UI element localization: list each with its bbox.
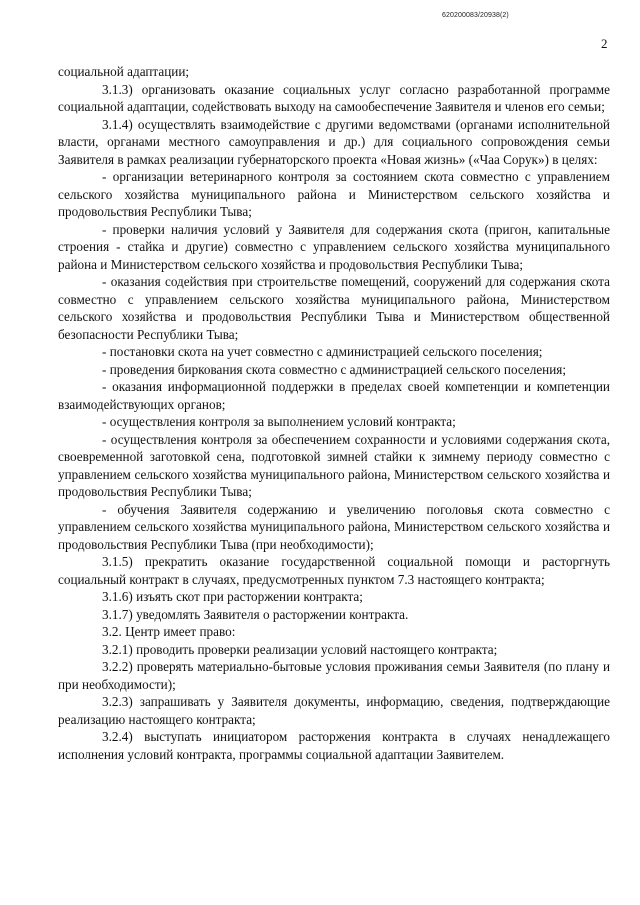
list-item-contract-control: - осуществления контроля за выполнением условий контракта;	[102, 414, 456, 429]
list-item-veterinary-control: - организации ветеринарного контроля за состоянием скота совместно с управлением сельского хозяйства муниципального района и Министерством сельского хозяйства и продовольствия Республики Тыва;	[58, 169, 610, 219]
clause-3-2-1: 3.2.1) проводить проверки реализации условий настоящего контракта;	[102, 641, 498, 657]
clause-3-1-6: 3.1.6) изъять скот при расторжении контракта;	[102, 589, 363, 604]
page-number: 2	[601, 36, 608, 51]
clause-3-2-2: 3.2.2) проверять материально-бытовые условия проживания семьи Заявителя (по плану и при необходимости);	[58, 659, 610, 692]
list-item-training: - обучения Заявителя содержанию и увеличению поголовья скота совместно с управлением сельского хозяйства муниципального района, Министерством сельского хозяйства и продовольствия Республики Тыва (при необходимости);	[58, 501, 610, 552]
document-code: 620200083/20938(2)	[442, 12, 509, 19]
list-item-information-support: - оказания информационной поддержки в пределах своей компетенции и компетенции взаимодействующих органов;	[58, 379, 610, 412]
clause-3-1-4: 3.1.4) осуществлять взаимодействие с другими ведомствами (органами исполнительной власти, органами местного самоуправления и др.) для социального сопровождения семьи Заявителя в рамках реализации губернаторского проекта «Новая жизнь» («Чаа Сорук») в целях:	[58, 116, 610, 167]
clause-3-1-5: 3.1.5) прекратить оказание государственной социальной помощи и расторгнуть социальный контракт в случаях, предусмотренных пунктом 7.3 настоящего контракта;	[58, 554, 610, 587]
clause-3-2-heading: 3.2. Центр имеет право:	[102, 624, 236, 639]
clause-3-1-3: 3.1.3) организовать оказание социальных услуг согласно разработанной программе социальной адаптации, содействовать выходу на самообеспечение Заявителя и членов его семьи;	[58, 81, 610, 114]
list-item-construction-assistance: - оказания содействия при строительстве помещений, сооружений для содержания скота совместно с управлением сельского хозяйства муниципального района, Министерством сельского хозяйства и продовольствия Республики Тыва и Министерством общественной безопасности Республики Тыва;	[58, 274, 610, 342]
list-item-livestock-registration: - постановки скота на учет совместно с администрацией сельского поселения;	[102, 344, 543, 359]
clause-3-2-4: 3.2.4) выступать инициатором расторжения контракта в случаях ненадлежащего исполнения условий контракта, программы социальной адаптации Заявителем.	[58, 729, 610, 762]
clause-3-2-3: 3.2.3) запрашивать у Заявителя документы, информацию, сведения, подтверждающие реализацию настоящего контракта;	[58, 694, 610, 727]
clause-3-1-7: 3.1.7) уведомлять Заявителя о расторжении контракта.	[102, 606, 409, 622]
list-item-conditions-check: - проверки наличия условий у Заявителя для содержания скота (пригон, капитальные строения - стайка и другие) совместно с управлением сельского хозяйства муниципального района и Министерством сельского хозяйства и продовольствия Республики Тыва;	[58, 221, 610, 272]
list-item-livestock-keeping-control: - осуществления контроля за обеспечением сохранности и условиями содержания скота, своевременной заготовкой сена, подготовкой зимней стайки к зимнему периоду совместно с управлением сельского хозяйства муниципального района, Министерством сельского хозяйства и продовольствия Республики Тыва;	[58, 431, 610, 499]
paragraph-continuation: социальной адаптации;	[58, 64, 190, 79]
document-body	[58, 63, 610, 763]
list-item-livestock-tagging: - проведения биркования скота совместно с администрацией сельского поселения;	[102, 361, 567, 377]
